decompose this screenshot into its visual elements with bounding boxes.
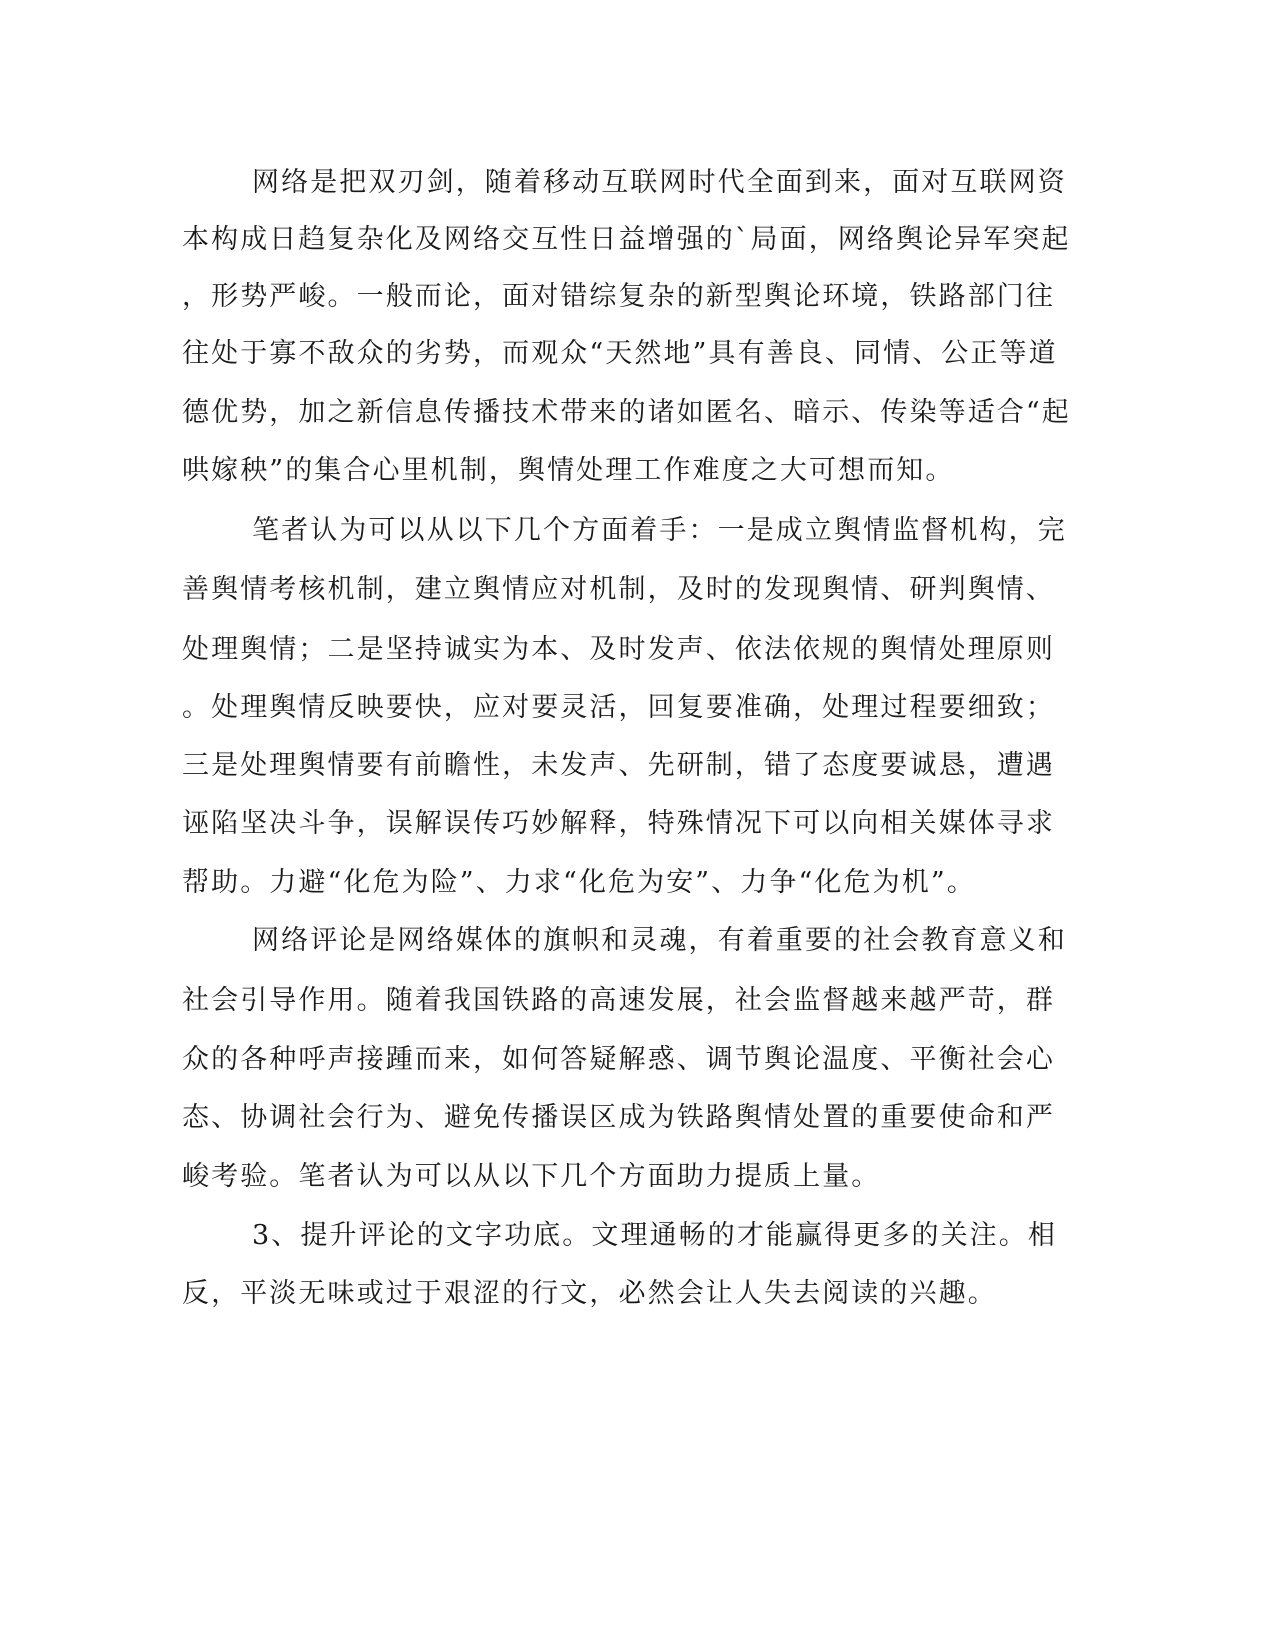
paragraph-3-line-3: 众的各种呼声接踵而来，如何答疑解惑、调节舆论温度、平衡社会心	[182, 1044, 1055, 1075]
paragraph-2-line-5: 三是处理舆情要有前瞻性，未发声、先研制，错了态度要诚恳，遭遇	[182, 750, 1055, 781]
paragraph-1-line-2: 本构成日趋复杂化及网络交互性日益增强的`局面，网络舆论异军突起	[182, 224, 1071, 255]
paragraph-2-line-7: 帮助。力避“化危为险”、力求“化危为安”、力争“化危为机”。	[182, 867, 976, 898]
paragraph-4-line-1: 3、提升评论的文字功底。文理通畅的才能赢得更多的关注。相	[252, 1220, 1057, 1251]
paragraph-1-line-6: 哄嫁秧”的集合心里机制，舆情处理工作难度之大可想而知。	[182, 455, 955, 486]
paragraph-4-line-2: 反，平淡无味或过于艰涩的行文，必然会让人失去阅读的兴趣。	[182, 1278, 997, 1309]
paragraph-2-line-6: 诬陷坚决斗争，误解误传巧妙解释，特殊情况下可以向相关媒体寻求	[182, 808, 1055, 839]
paragraph-1-line-1: 网络是把双刃剑，随着移动互联网时代全面到来，面对互联网资	[252, 167, 1067, 198]
paragraph-3-line-4: 态、协调社会行为、避免传播误区成为铁路舆情处置的重要使命和严	[182, 1102, 1055, 1133]
paragraph-2-line-2: 善舆情考核机制，建立舆情应对机制，及时的发现舆情、研判舆情、	[182, 574, 1055, 605]
paragraph-3-line-1: 网络评论是网络媒体的旗帜和灵魂，有着重要的社会教育意义和	[252, 925, 1067, 956]
paragraph-2-line-3: 处理舆情；二是坚持诚实为本、及时发声、依法依规的舆情处理原则	[182, 634, 1055, 665]
paragraph-1-line-4: 往处于寡不敌众的劣势，而观众“天然地”具有善良、同情、公正等道	[182, 338, 1058, 369]
paragraph-2-line-4: 。处理舆情反映要快，应对要灵活，回复要准确，处理过程要细致；	[182, 692, 1055, 723]
paragraph-1-line-5: 德优势，加之新信息传播技术带来的诸如匿名、暗示、传染等适合“起	[182, 397, 1071, 428]
paragraph-2-line-1: 笔者认为可以从以下几个方面着手：一是成立舆情监督机构，完	[252, 515, 1067, 546]
paragraph-3-line-2: 社会引导作用。随着我国铁路的高速发展，社会监督越来越严苛，群	[182, 985, 1055, 1016]
paragraph-1-line-3: ，形势严峻。一般而论，面对错综复杂的新型舆论环境，铁路部门往	[182, 281, 1055, 312]
paragraph-3-line-5: 峻考验。笔者认为可以从以下几个方面助力提质上量。	[182, 1161, 881, 1192]
